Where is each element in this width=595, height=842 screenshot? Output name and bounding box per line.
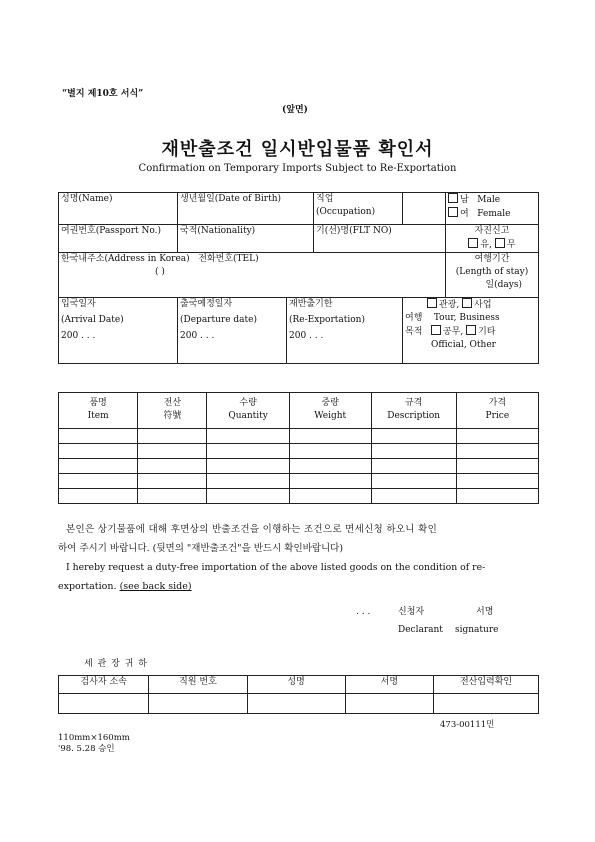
other-label: 기타 [478,327,496,337]
customs-col-signature: 서명 [345,676,433,694]
goods-col-price: 가격 Price [456,393,538,429]
goods-col-code: 전산 符號 [138,393,207,429]
form-subtitle: Confirmation on Temporary Imports Subject to Re-Exportation [138,163,457,174]
doc-code: 473-00111민 [440,720,495,730]
goods-col-description: 규격 Description [371,393,456,429]
departure-label: 출국예정일자 [180,299,233,309]
business-checkbox[interactable] [462,298,472,308]
form-title: 재반출조건 일시반입물품 확인서 [161,139,434,160]
goods-col-item: 품명 Item [59,393,138,429]
info-table [58,192,539,364]
goods-row[interactable] [59,429,539,444]
female-label-en: Female [477,209,511,219]
tel-label: 전화번호(TEL) [198,254,259,264]
male-option[interactable] [448,193,536,207]
customs-col-name: 성명 [247,676,345,694]
statement-en-line2: exportation. [58,581,117,592]
customs-col-staff-no: 직원 번호 [149,676,247,694]
departure-label-en: (Departure date) [180,315,257,325]
declarant-label: 신청자 [398,607,425,617]
male-checkbox[interactable] [448,193,458,203]
dob-label: 생년월일(Date of Birth) [180,194,282,204]
goods-row[interactable] [59,489,539,504]
self-report-no-checkbox[interactable] [495,238,505,248]
self-report-yes-label: 유, [480,240,492,250]
see-back-side-link[interactable]: (see back side) [119,581,192,592]
signature-label-en: signature [455,625,499,635]
purpose-field [403,298,539,364]
self-report-label: 자진신고 [474,226,510,236]
female-checkbox[interactable] [448,207,458,217]
sign-date: . . . [356,607,371,617]
customs-entry-row[interactable] [59,694,539,714]
goods-row[interactable] [59,459,539,474]
reexport-value: 200 . . . [289,331,324,341]
self-report-field [446,225,539,253]
tour-label: 관광, [439,300,460,310]
goods-row[interactable] [59,444,539,459]
goods-table [58,392,539,504]
reexport-label-en: (Re-Exportation) [289,315,365,325]
customs-table [58,675,539,714]
page-side: (앞면) [282,105,308,115]
other-checkbox[interactable] [466,325,476,335]
customs-col-computer-check: 전산입력확인 [434,676,539,694]
flight-label: 기(선)명(FLT NO) [316,226,392,236]
goods-col-weight: 중량 Weight [289,393,371,429]
arrival-label: 입국일자 [61,299,96,309]
official-checkbox[interactable] [431,325,441,335]
statement [58,520,542,596]
stay-label: 여행기간 [474,254,510,264]
departure-value: 200 . . . [180,331,215,341]
official-other-en: Official, Other [431,340,496,350]
occupation-value[interactable] [403,193,446,225]
stay-label-en: (Length of stay) [455,267,529,277]
business-label: 사업 [474,300,492,310]
dob-field[interactable] [178,193,314,225]
departure-field[interactable] [178,298,287,364]
form-id: “별지 제10호 서식” [62,89,144,99]
stay-unit: 일(days) [485,280,522,290]
passport-label: 여권번호(Passport No.) [61,226,162,236]
purpose-label: 여행 [405,313,423,323]
goods-header-row [59,393,539,429]
flight-field[interactable] [314,225,446,253]
passport-field[interactable] [59,225,178,253]
statement-ko-line1: 본인은 상기물품에 대해 후면상의 반출조건을 이행하는 조건으로 면세신청 하오니 확인 [66,524,438,535]
tel-area-code: ( ) [155,267,165,277]
tour-checkbox[interactable] [427,298,437,308]
statement-en-line1: I hereby request a duty-free importation of the above listed goods on the condition of re- [66,562,486,573]
purpose-label-2: 목적 [405,327,423,337]
customs-head: 세 관 장 귀 하 [84,659,148,669]
female-label: 여 [460,209,469,219]
customs-col-inspector: 검사자 소속 [59,676,149,694]
footer-approval: '98. 5.28 승인 [58,744,115,754]
occupation-label-en: (Occupation) [316,207,376,217]
tour-business-en: Tour, Business [433,313,500,323]
signature-label: 서명 [476,607,494,617]
address-label: 한국내주소(Address in Korea) [61,254,190,264]
self-report-no-label: 무 [506,240,516,250]
official-label: 공무, [442,327,464,337]
address-field[interactable] [59,253,446,298]
reexport-field[interactable] [287,298,403,364]
goods-col-quantity: 수량 Quantity [207,393,289,429]
stay-field[interactable] [446,253,539,298]
arrival-value: 200 . . . [61,331,96,341]
nationality-field[interactable] [178,225,314,253]
occupation-field[interactable] [314,193,403,225]
arrival-label-en: (Arrival Date) [61,315,124,325]
goods-row[interactable] [59,474,539,489]
occupation-label: 직업 [316,194,334,204]
female-option[interactable] [448,207,536,221]
declarant-label-en: Declarant [398,625,443,635]
male-label: 남 [460,195,469,205]
reexport-label: 재반출기한 [289,299,333,309]
footer-size: 110mm×160mm [58,733,130,743]
male-label-en: Male [477,195,501,205]
name-field[interactable] [59,193,178,225]
nationality-label: 국적(Nationality) [180,226,256,236]
self-report-yes-checkbox[interactable] [468,238,478,248]
statement-ko-line2: 하여 주시기 바랍니다. (뒷면의 "재반출조건"을 반드시 확인바랍니다) [58,543,344,554]
arrival-field[interactable] [59,298,178,364]
sex-field [446,193,539,225]
name-label: 성명(Name) [61,194,113,204]
